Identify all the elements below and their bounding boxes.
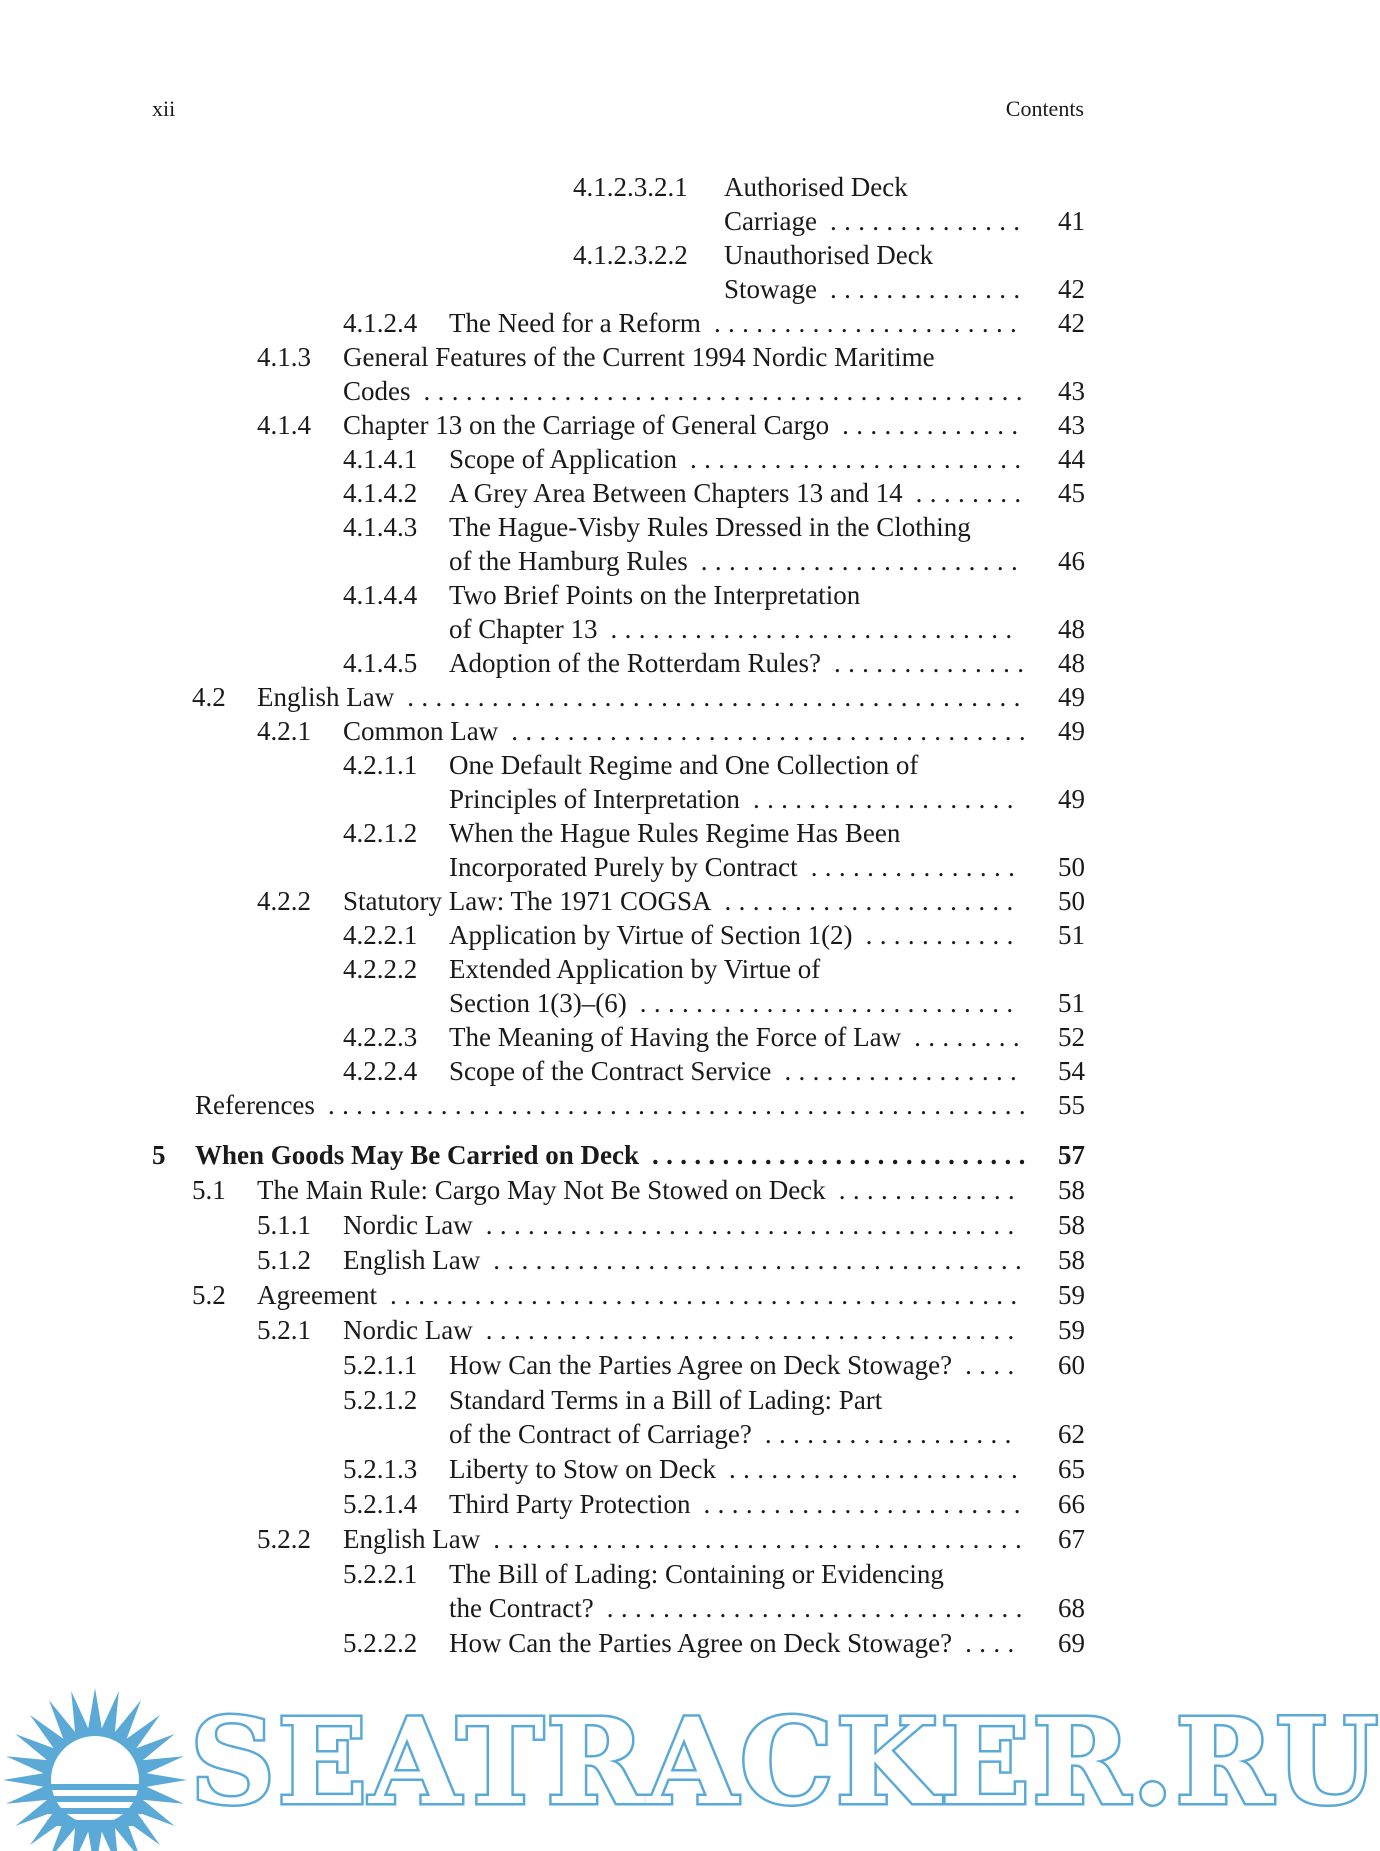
watermark: [0, 1680, 1380, 1851]
leader-dots: . . . . . . . . . . . . . . . . . . . . .: [721, 1454, 1019, 1484]
toc-entry: [0, 204, 1221, 238]
toc-entry: [0, 476, 1221, 510]
toc-entry: [0, 952, 1221, 986]
toc-entry-number: 5.1: [192, 1175, 226, 1205]
toc-entry-title: Statutory Law: The 1971 COGSA: [343, 886, 712, 916]
page-number: xii: [152, 96, 176, 121]
toc-entry-title: How Can the Parties Agree on Deck Stowage?: [449, 1628, 953, 1658]
toc-entry-number: 4.2.2: [257, 886, 311, 916]
toc-entry-number: 4.2.1.2: [343, 818, 418, 848]
toc-entry-title: General Features of the Current 1994 Nordic Maritime: [343, 342, 935, 372]
leader-dots: . . . . . . . . . . . . . . . . . . . . . . . . . . . . . .: [599, 1593, 1023, 1623]
toc-entry: [0, 1487, 1221, 1521]
toc-entry-number: 4.2: [192, 682, 226, 712]
toc-entry: [0, 1557, 1221, 1591]
toc-entry-title: The Hague-Visby Rules Dressed in the Clothing: [449, 512, 971, 542]
toc-entry-number: 4.1.3: [257, 342, 311, 372]
leader-dots: . . . . . . . . . . . . . . . . . . . . . . . . . . . . . . . . . . . . . .: [478, 1210, 1015, 1240]
toc-entry-title: Nordic Law: [343, 1315, 473, 1345]
toc-entry-page: 43: [1058, 410, 1085, 440]
toc-entry-page: 42: [1058, 308, 1085, 338]
leader-dots: . . . . . . . . . . . . . . . . . . . . . . . . . . . . . . . . . . . . . . . . . . . . .: [382, 1280, 1018, 1310]
toc-entry-page: 50: [1058, 852, 1085, 882]
toc-entry-title: The Need for a Reform: [449, 308, 701, 338]
toc-entry-title: Codes: [343, 376, 411, 406]
leader-dots: . . . . . . . . . . . . . . . . . . . . . . . . . . . . . . . . . . . . . . . . . . . .: [400, 682, 1021, 712]
toc-entry-number: 5.2.1.4: [343, 1489, 418, 1519]
toc-entry: [0, 578, 1221, 612]
toc-entry-title: Principles of Interpretation: [449, 784, 740, 814]
toc-entry: [0, 816, 1221, 850]
toc-entry: [0, 1522, 1221, 1556]
toc-entry-title: When Goods May Be Carried on Deck: [195, 1140, 639, 1170]
toc-entry: [0, 544, 1221, 578]
leader-dots: . . . . . . . . . . . . . . . . .: [777, 1056, 1018, 1086]
toc-entry: [0, 1417, 1221, 1451]
toc-entry: [0, 1278, 1221, 1312]
toc-entry-number: 4.2.1: [257, 716, 311, 746]
toc-entry-number: 4.1.4.4: [343, 580, 418, 610]
leader-dots: . . . .: [958, 1628, 1015, 1658]
toc-entry-title: Nordic Law: [343, 1210, 473, 1240]
toc-entry-page: 52: [1058, 1022, 1085, 1052]
toc-entry-number: 5.2.1.3: [343, 1454, 418, 1484]
toc-entry-page: 65: [1058, 1454, 1085, 1484]
toc-entry-title: How Can the Parties Agree on Deck Stowage?: [449, 1350, 953, 1380]
toc-entry-page: 66: [1058, 1489, 1085, 1519]
leader-dots: . . . . . . . . . . . . . . . . . . . . . . . .: [682, 444, 1022, 474]
toc-entry-number: 4.1.4.3: [343, 512, 418, 542]
toc-entry-page: 62: [1058, 1419, 1085, 1449]
toc-entry-title: Adoption of the Rotterdam Rules?: [449, 648, 821, 678]
toc-entry: [0, 1626, 1221, 1660]
toc-entry: [0, 510, 1221, 544]
toc-entry: [0, 748, 1221, 782]
toc-entry-page: 59: [1058, 1315, 1085, 1345]
leader-dots: . . . . . . . . . . . . .: [831, 1175, 1015, 1205]
toc-entry-number: 4.1.2.4: [343, 308, 418, 338]
toc-entry-title: Stowage: [724, 274, 817, 304]
toc-entry-number: 5.2: [192, 1280, 226, 1310]
toc-entry-title: References: [195, 1090, 315, 1120]
toc-entry-number: 4.1.4.2: [343, 478, 418, 508]
toc-entry-number: 4.2.2.1: [343, 920, 418, 950]
horizon-stripe: [47, 1784, 143, 1790]
toc-entry-page: 49: [1058, 716, 1085, 746]
leader-dots: . . . . . . . . . . . . .: [835, 410, 1019, 440]
toc-entry-page: 58: [1058, 1245, 1085, 1275]
toc-entry: [0, 986, 1221, 1020]
toc-entry-title: When the Hague Rules Regime Has Been: [449, 818, 901, 848]
toc-entry-title: One Default Regime and One Collection of: [449, 750, 919, 780]
leader-dots: . . . . . . . . . . . . . . . . . . . . . . . . . . . . .: [603, 614, 1013, 644]
toc-entry-number: 4.1.2.3.2.1: [573, 172, 688, 202]
leader-dots: . . . . . . . .: [907, 1022, 1020, 1052]
toc-entry-page: 49: [1058, 784, 1085, 814]
toc-entry-page: 48: [1058, 614, 1085, 644]
toc-entry: [0, 1138, 1221, 1172]
toc-entry-page: 55: [1058, 1090, 1085, 1120]
leader-dots: . . . . . . . . . . . . . . . . . . . . . . . . . . .: [644, 1140, 1026, 1170]
toc-entry-title: The Meaning of Having the Force of Law: [449, 1022, 902, 1052]
toc-entry-page: 48: [1058, 648, 1085, 678]
horizon-stripe: [47, 1808, 143, 1814]
toc-entry-number: 4.1.4: [257, 410, 311, 440]
horizon-stripe: [47, 1820, 143, 1826]
toc-entry-page: 43: [1058, 376, 1085, 406]
running-head: [152, 96, 1084, 124]
leader-dots: . . . . . . . . . . . . . . . . . . . . .: [717, 886, 1014, 916]
toc-entry-title: Unauthorised Deck: [724, 240, 934, 270]
toc-entry: [0, 1383, 1221, 1417]
toc-entry-page: 51: [1058, 988, 1085, 1018]
toc-entry: [0, 1173, 1221, 1207]
toc-entry-title: Scope of Application: [449, 444, 677, 474]
toc-entry-title: of Chapter 13: [449, 614, 598, 644]
leader-dots: . . . . . . . . . . .: [858, 920, 1014, 950]
toc-entry-page: 69: [1058, 1628, 1085, 1658]
toc-entry-title: Two Brief Points on the Interpretation: [449, 580, 861, 610]
toc-entry-page: 45: [1058, 478, 1085, 508]
leader-dots: . . . . . . . . . . . . . . . . . . . . . . . . . . . . . . . . . . . . . .: [478, 1315, 1015, 1345]
toc-entry: [0, 1054, 1221, 1088]
sunburst-logo-icon: [0, 1680, 190, 1851]
toc-entry: [0, 1208, 1221, 1242]
leader-dots: . . . . . . . . . . . . . .: [826, 648, 1025, 678]
toc-entry: [0, 170, 1221, 204]
toc-entry: [0, 918, 1221, 952]
toc-entry-number: 4.1.2.3.2.2: [573, 240, 688, 270]
toc-entry: [0, 442, 1221, 476]
toc-entry-page: 42: [1058, 274, 1085, 304]
leader-dots: . . . . . . . . . . . . . . . . . .: [757, 1419, 1012, 1449]
toc-entry-number: 4.2.2.2: [343, 954, 418, 984]
leader-dots: . . . .: [958, 1350, 1015, 1380]
toc-entry: [0, 238, 1221, 272]
toc-entry-number: 5.2.2.1: [343, 1559, 418, 1589]
toc-entry: [0, 1088, 1221, 1122]
toc-entry: [0, 1313, 1221, 1347]
toc-entry-title: Standard Terms in a Bill of Lading: Part: [449, 1385, 883, 1415]
toc-entry-number: 5.2.2: [257, 1524, 311, 1554]
watermark-text: SEATRACKER.RU: [190, 1692, 1380, 1831]
toc-entry-title: the Contract?: [449, 1593, 594, 1623]
toc-entry-number: 5.2.1: [257, 1315, 311, 1345]
toc-entry-title: English Law: [257, 682, 395, 712]
toc-entry-number: 5: [152, 1140, 166, 1170]
toc-entry: [0, 1348, 1221, 1382]
toc-entry-page: 50: [1058, 886, 1085, 916]
leader-dots: . . . . . . . . . . . . . . . . . . . . . . . . . . . . . . . . . . . . . . . . . . . . . . . . . .: [320, 1090, 1026, 1120]
leader-dots: . . . . . . . . . . . . . . . . . . . . . . . . . . . . . . . . . . . . . .: [486, 1524, 1023, 1554]
toc-entry-page: 44: [1058, 444, 1085, 474]
toc-entry-title: Third Party Protection: [449, 1489, 691, 1519]
toc-entry-title: Authorised Deck: [724, 172, 908, 202]
toc-entry: [0, 374, 1221, 408]
toc-entry-title: Common Law: [343, 716, 499, 746]
toc-entry-title: English Law: [343, 1245, 481, 1275]
leader-dots: . . . . . . . . . . . . . . . . . . . . . . . . . . . . . . . . . . . . .: [504, 716, 1026, 746]
toc-entry-page: 58: [1058, 1210, 1085, 1240]
toc-entry-title: Section 1(3)–(6): [449, 988, 627, 1018]
toc-entry-title: Scope of the Contract Service: [449, 1056, 772, 1086]
toc-entry: [0, 1243, 1221, 1277]
leader-dots: . . . . . . . .: [908, 478, 1022, 508]
leader-dots: . . . . . . . . . . . . . .: [822, 206, 1021, 236]
toc-entry-number: 4.1.4.5: [343, 648, 418, 678]
toc-entry-page: 60: [1058, 1350, 1085, 1380]
toc-entry-page: 41: [1058, 206, 1085, 236]
toc-entry-page: 68: [1058, 1593, 1085, 1623]
toc-entry-title: Extended Application by Virtue of: [449, 954, 821, 984]
toc-entry-page: 57: [1058, 1140, 1085, 1170]
toc-entry-title: of the Hamburg Rules: [449, 546, 688, 576]
toc-entry: [0, 1020, 1221, 1054]
toc-entry: [0, 782, 1221, 816]
toc-entry: [0, 646, 1221, 680]
toc-entry: [0, 680, 1221, 714]
toc-entry: [0, 340, 1221, 374]
toc-entry-page: 58: [1058, 1175, 1085, 1205]
toc-entry-number: 5.1.1: [257, 1210, 311, 1240]
toc-entry-title: Carriage: [724, 206, 817, 236]
toc-entry-title: Agreement: [257, 1280, 377, 1310]
toc-entry-title: Incorporated Purely by Contract: [449, 852, 798, 882]
toc-entry-page: 67: [1058, 1524, 1085, 1554]
toc-entry-title: A Grey Area Between Chapters 13 and 14: [449, 478, 903, 508]
toc-entry-number: 4.2.2.3: [343, 1022, 418, 1052]
toc-entry: [0, 1591, 1221, 1625]
toc-entry-number: 5.1.2: [257, 1245, 311, 1275]
toc-entry-page: 49: [1058, 682, 1085, 712]
toc-entry-number: 4.2.2.4: [343, 1056, 418, 1086]
toc-entry-title: of the Contract of Carriage?: [449, 1419, 752, 1449]
horizon-stripe: [47, 1796, 143, 1802]
leader-dots: . . . . . . . . . . . . . . . . . . . . . . .: [693, 546, 1019, 576]
running-title: Contents: [1005, 96, 1084, 121]
leader-dots: . . . . . . . . . . . . . . . . . . . . . . .: [696, 1489, 1021, 1519]
toc-entry-title: The Main Rule: Cargo May Not Be Stowed on Deck: [257, 1175, 826, 1205]
toc-entry-number: 5.2.2.2: [343, 1628, 418, 1658]
toc-entry: [0, 850, 1221, 884]
leader-dots: . . . . . . . . . . . . . . . . . . . . . . . . . . . . . . . . . . . . . . . . . . .: [416, 376, 1023, 406]
toc-entry-page: 46: [1058, 546, 1085, 576]
toc-entry-number: 5.2.1.2: [343, 1385, 418, 1415]
toc-entry-number: 4.1.4.1: [343, 444, 418, 474]
toc-entry: [0, 612, 1221, 646]
toc-entry-title: English Law: [343, 1524, 481, 1554]
leader-dots: . . . . . . . . . . . . . . . . . . . . . . . . . . .: [632, 988, 1014, 1018]
toc-entry: [0, 714, 1221, 748]
toc-entry-page: 51: [1058, 920, 1085, 950]
leader-dots: . . . . . . . . . . . . . . .: [803, 852, 1016, 882]
toc-entry-title: Application by Virtue of Section 1(2): [449, 920, 853, 950]
toc-entry-title: Chapter 13 on the Carriage of General Cargo: [343, 410, 830, 440]
leader-dots: . . . . . . . . . . . . . . . . . . . . . . . . . . . . . . . . . . . . . .: [486, 1245, 1023, 1275]
toc-entry: [0, 408, 1221, 442]
toc-entry-page: 59: [1058, 1280, 1085, 1310]
toc-entry-page: 54: [1058, 1056, 1085, 1086]
toc-entry-title: Liberty to Stow on Deck: [449, 1454, 716, 1484]
toc-entry-title: The Bill of Lading: Containing or Evidencing: [449, 1559, 944, 1589]
toc-entry: [0, 272, 1221, 306]
leader-dots: . . . . . . . . . . . . . . . . . . . . . .: [706, 308, 1018, 338]
leader-dots: . . . . . . . . . . . . . .: [822, 274, 1021, 304]
toc-entry: [0, 1452, 1221, 1486]
toc-entry-number: 5.2.1.1: [343, 1350, 418, 1380]
toc-entry-number: 4.2.1.1: [343, 750, 418, 780]
toc-entry: [0, 306, 1221, 340]
leader-dots: . . . . . . . . . . . . . . . . . . .: [745, 784, 1014, 814]
toc-entry: [0, 884, 1221, 918]
